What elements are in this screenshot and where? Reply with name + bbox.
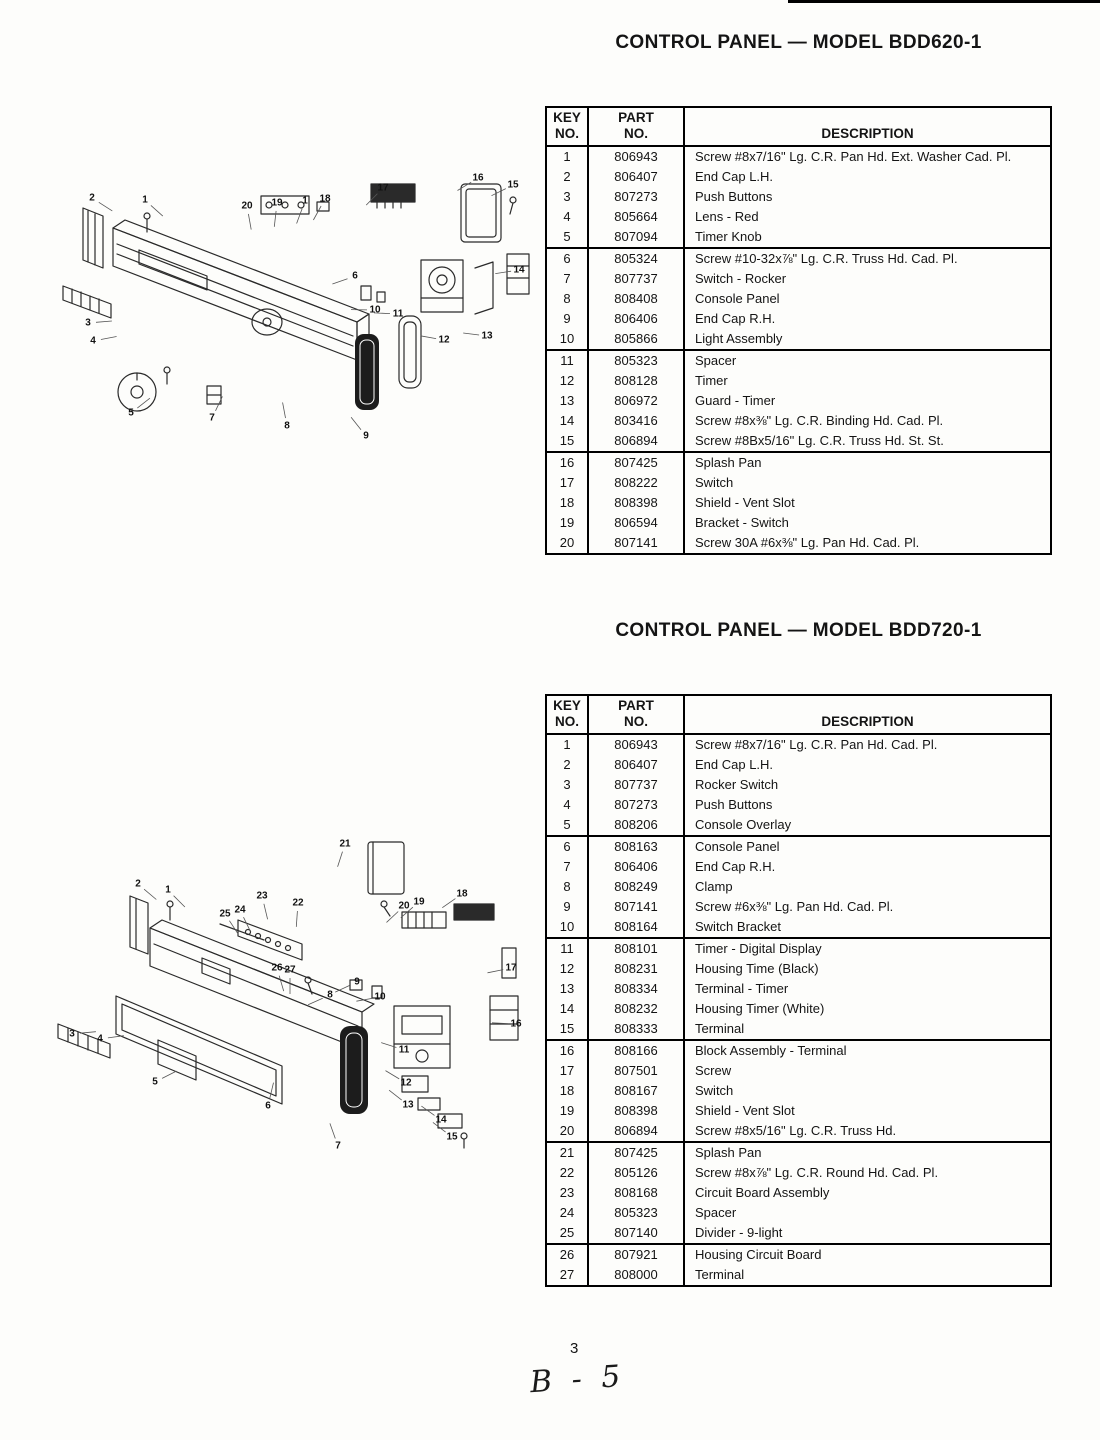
- table-cell-part: 806972: [588, 391, 684, 411]
- callout-leader-line: [96, 321, 112, 322]
- callout-leader-line: [492, 189, 506, 196]
- callout-number: 2: [135, 878, 141, 890]
- callout-number: 20: [398, 900, 410, 912]
- callout-leader-line: [248, 214, 251, 230]
- table-cell-part: 808222: [588, 473, 684, 493]
- table-cell-desc: Push Buttons: [684, 187, 1051, 207]
- callout-number: 15: [507, 179, 519, 191]
- table-row: [546, 1203, 1051, 1223]
- table-cell-part: 808249: [588, 877, 684, 897]
- table-cell-key: 3: [563, 777, 571, 793]
- table-row: [546, 473, 1051, 493]
- callout-leader-line: [279, 976, 284, 991]
- callout-number: 18: [456, 888, 468, 900]
- callout-number: 12: [400, 1077, 412, 1089]
- table-cell-key: 20: [559, 535, 575, 551]
- handwritten-mark: B - 5: [528, 1358, 627, 1401]
- callout-number: 20: [241, 200, 253, 212]
- callout-leader-line: [144, 889, 156, 899]
- table-cell-part: 808166: [588, 1040, 684, 1061]
- col-header-description: DESCRIPTION: [684, 695, 1051, 734]
- callout-number: 8: [327, 989, 333, 1001]
- callout-number: 13: [402, 1099, 414, 1111]
- table-cell-desc: End Cap L.H.: [684, 755, 1051, 775]
- table-cell-key: 17: [559, 475, 575, 491]
- table-row: [546, 755, 1051, 775]
- callout-leader-line: [264, 904, 268, 920]
- callout-number: 14: [513, 264, 525, 276]
- table-row: [546, 187, 1051, 207]
- table-cell-part: 808167: [588, 1081, 684, 1101]
- callout-number: 7: [335, 1140, 341, 1152]
- callout-number: 3: [69, 1028, 75, 1040]
- callout-leader-line: [80, 1032, 96, 1034]
- table-cell-part: 806407: [588, 167, 684, 187]
- table-cell-key: 9: [563, 311, 571, 327]
- callout-number: 9: [363, 430, 369, 442]
- callout-number: 1: [302, 195, 308, 207]
- callout-number: 15: [446, 1131, 458, 1143]
- callout-number: 24: [234, 904, 246, 916]
- table-cell-part: 806406: [588, 857, 684, 877]
- section-title-bdd620: CONTROL PANEL — MODEL BDD620-1: [615, 32, 982, 53]
- table-cell-key: 19: [559, 1103, 575, 1119]
- table-cell-key: 12: [559, 961, 575, 977]
- section-title-bdd720: CONTROL PANEL — MODEL BDD720-1: [615, 620, 982, 641]
- table-row: [546, 1121, 1051, 1142]
- table-cell-key: 6: [546, 836, 588, 857]
- table-row: [546, 227, 1051, 248]
- callout-number: 21: [339, 838, 351, 850]
- callout-number: 19: [271, 197, 283, 209]
- callout-leader-line: [308, 998, 323, 1005]
- parts-table-bdd620: [545, 106, 1052, 555]
- table-cell-desc: Spacer: [684, 1203, 1051, 1223]
- table-cell-part: 808168: [588, 1183, 684, 1203]
- table-cell-desc: Screw #8x⅜" Lg. C.R. Binding Hd. Cad. Pl.: [684, 411, 1051, 431]
- col-header-key: KEY NO.: [546, 107, 588, 146]
- table-cell-part: 808398: [588, 1101, 684, 1121]
- callout-number: 13: [481, 330, 493, 342]
- table-cell-key: 20: [559, 1123, 575, 1139]
- table-cell-desc: Console Panel: [684, 289, 1051, 309]
- table-row: [546, 309, 1051, 329]
- table-cell-desc: Lens - Red: [684, 207, 1051, 227]
- callout-number: 6: [352, 270, 358, 282]
- table-cell-desc: Block Assembly - Terminal: [684, 1040, 1051, 1061]
- table-row: [546, 836, 1051, 857]
- callout-leader-line: [488, 970, 504, 973]
- callout-number: 27: [284, 964, 296, 976]
- table-cell-key: 23: [559, 1185, 575, 1201]
- table-cell-key: 5: [563, 229, 571, 245]
- callout-leader-line: [137, 398, 150, 408]
- diagram-callouts-bdd720: [69, 839, 522, 1152]
- callout-number: 25: [219, 908, 231, 920]
- table-cell-part: 807737: [588, 269, 684, 289]
- table-cell-key: 5: [563, 817, 571, 833]
- table-cell-desc: Shield - Vent Slot: [684, 493, 1051, 513]
- table-cell-part: 808000: [588, 1265, 684, 1286]
- callout-number: 2: [89, 192, 95, 204]
- diagram-artwork-bdd720: [58, 842, 518, 1148]
- table-row: [546, 269, 1051, 289]
- callout-number: 11: [398, 1044, 410, 1056]
- table-row: [546, 411, 1051, 431]
- table-cell-desc: Housing Timer (White): [684, 999, 1051, 1019]
- callout-number: 3: [85, 317, 91, 329]
- table-cell-part: 807140: [588, 1223, 684, 1244]
- table-cell-key: 15: [559, 1021, 575, 1037]
- table-cell-desc: Screw #10-32x⅞" Lg. C.R. Truss Hd. Cad. Pl.: [684, 248, 1051, 269]
- table-cell-part: 807501: [588, 1061, 684, 1081]
- callout-number: 4: [90, 335, 96, 347]
- table-cell-key: 27: [559, 1267, 575, 1283]
- table-cell-desc: Switch: [684, 473, 1051, 493]
- table-row: [546, 1040, 1051, 1061]
- table-cell-part: 806943: [588, 146, 684, 167]
- table-cell-desc: Timer Knob: [684, 227, 1051, 248]
- page-edge-line: [788, 0, 1100, 3]
- exploded-diagram-bdd620: [55, 158, 555, 458]
- callout-number: 10: [369, 304, 381, 316]
- table-cell-desc: Timer: [684, 371, 1051, 391]
- table-cell-part: 807737: [588, 775, 684, 795]
- table-cell-desc: Bracket - Switch: [684, 513, 1051, 533]
- table-cell-part: 806407: [588, 755, 684, 775]
- table-cell-part: 807141: [588, 533, 684, 554]
- table-row: [546, 248, 1051, 269]
- table-cell-desc: Housing Circuit Board: [684, 1244, 1051, 1265]
- table-cell-key: 1: [563, 737, 571, 753]
- col-header-part: PART NO.: [588, 695, 684, 734]
- table-row: [546, 167, 1051, 187]
- diagram-callouts-bdd620: [85, 173, 525, 442]
- callout-leader-line: [420, 336, 436, 339]
- table-cell-key: 3: [563, 189, 571, 205]
- table-cell-part: 808231: [588, 959, 684, 979]
- table-cell-desc: Light Assembly: [684, 329, 1051, 350]
- table-cell-part: 808398: [588, 493, 684, 513]
- table-row: [546, 452, 1051, 473]
- table-cell-key: 22: [559, 1165, 575, 1181]
- table-cell-key: 9: [563, 899, 571, 915]
- table-cell-key: 16: [546, 452, 588, 473]
- callout-number: 5: [152, 1076, 158, 1088]
- table-row: [546, 815, 1051, 836]
- col-header-key: KEY NO.: [546, 695, 588, 734]
- table-row: [546, 1081, 1051, 1101]
- table-cell-part: 806943: [588, 734, 684, 755]
- callout-leader-line: [297, 209, 303, 224]
- callout-number: 26: [271, 962, 283, 974]
- table-row: [546, 857, 1051, 877]
- table-cell-key: 13: [559, 393, 575, 409]
- callout-leader-line: [270, 1083, 274, 1099]
- table-cell-desc: Screw #8Bx5/16" Lg. C.R. Truss Hd. St. St.: [684, 431, 1051, 452]
- table-cell-part: 807141: [588, 897, 684, 917]
- table-row: [546, 533, 1051, 554]
- callout-leader-line: [351, 417, 361, 430]
- table-cell-part: 805323: [588, 1203, 684, 1223]
- table-cell-part: 808408: [588, 289, 684, 309]
- table-cell-key: 25: [559, 1225, 575, 1241]
- table-cell-key: 6: [546, 248, 588, 269]
- table-cell-part: 805324: [588, 248, 684, 269]
- callout-leader-line: [338, 852, 343, 867]
- table-cell-key: 4: [563, 797, 571, 813]
- table-cell-key: 21: [546, 1142, 588, 1163]
- callout-number: 17: [505, 962, 517, 974]
- table-cell-part: 807273: [588, 795, 684, 815]
- table-cell-part: 808128: [588, 371, 684, 391]
- table-cell-key: 18: [559, 495, 575, 511]
- table-cell-desc: Screw #8x5/16" Lg. C.R. Truss Hd.: [684, 1121, 1051, 1142]
- table-cell-desc: Screw #6x⅜" Lg. Pan Hd. Cad. Pl.: [684, 897, 1051, 917]
- parts-table-body-bdd620: [546, 146, 1051, 554]
- table-cell-key: 16: [546, 1040, 588, 1061]
- table-cell-key: 1: [563, 149, 571, 165]
- table-cell-desc: End Cap L.H.: [684, 167, 1051, 187]
- table-cell-part: 805126: [588, 1163, 684, 1183]
- callout-leader-line: [386, 1071, 400, 1079]
- table-cell-part: 805323: [588, 350, 684, 371]
- callout-number: 4: [97, 1033, 103, 1045]
- table-cell-key: 7: [563, 271, 571, 287]
- table-cell-key: 13: [559, 981, 575, 997]
- callout-number: 23: [256, 890, 268, 902]
- table-cell-key: 15: [559, 433, 575, 449]
- table-cell-desc: Shield - Vent Slot: [684, 1101, 1051, 1121]
- table-cell-part: 807273: [588, 187, 684, 207]
- table-row: [546, 897, 1051, 917]
- table-cell-key: 14: [559, 1001, 575, 1017]
- parts-table-bdd720: [545, 694, 1052, 1287]
- table-cell-key: 11: [546, 350, 588, 371]
- table-header-row: [546, 695, 1051, 734]
- table-cell-part: 808101: [588, 938, 684, 959]
- parts-table-body-bdd720: [546, 734, 1051, 1286]
- callout-leader-line: [283, 402, 286, 418]
- table-cell-key: 8: [563, 291, 571, 307]
- callout-number: 1: [142, 194, 148, 206]
- col-header-part: PART NO.: [588, 107, 684, 146]
- table-cell-part: 808333: [588, 1019, 684, 1040]
- table-cell-desc: Splash Pan: [684, 452, 1051, 473]
- table-row: [546, 999, 1051, 1019]
- callout-leader-line: [495, 271, 511, 273]
- callout-number: 8: [284, 420, 290, 432]
- col-header-description: DESCRIPTION: [684, 107, 1051, 146]
- table-cell-key: 8: [563, 879, 571, 895]
- table-row: [546, 371, 1051, 391]
- table-cell-key: 4: [563, 209, 571, 225]
- table-cell-key: 10: [559, 331, 575, 347]
- callout-leader-line: [162, 1071, 176, 1078]
- table-row: [546, 959, 1051, 979]
- table-cell-key: 12: [559, 373, 575, 389]
- exploded-diagram-bdd720: [50, 828, 550, 1168]
- table-row: [546, 877, 1051, 897]
- diagram-artwork-bdd620: [63, 184, 529, 411]
- table-cell-key: 18: [559, 1083, 575, 1099]
- table-row: [546, 207, 1051, 227]
- callout-number: 11: [392, 308, 404, 320]
- table-cell-part: 807425: [588, 1142, 684, 1163]
- callout-leader-line: [421, 1106, 434, 1115]
- callout-number: 7: [209, 412, 215, 424]
- table-cell-key: 11: [546, 938, 588, 959]
- callout-number: 16: [472, 172, 484, 184]
- callout-leader-line: [463, 333, 479, 335]
- table-row: [546, 1142, 1051, 1163]
- table-row: [546, 329, 1051, 350]
- table-cell-part: 808232: [588, 999, 684, 1019]
- table-cell-part: 805664: [588, 207, 684, 227]
- table-cell-part: 808334: [588, 979, 684, 999]
- callout-number: 17: [377, 182, 389, 194]
- table-row: [546, 979, 1051, 999]
- table-row: [546, 1223, 1051, 1244]
- table-cell-part: 806594: [588, 513, 684, 533]
- table-row: [546, 795, 1051, 815]
- table-cell-desc: Switch Bracket: [684, 917, 1051, 938]
- table-cell-desc: Divider - 9-light: [684, 1223, 1051, 1244]
- table-cell-part: 808206: [588, 815, 684, 836]
- table-cell-key: 14: [559, 413, 575, 429]
- table-row: [546, 1163, 1051, 1183]
- callout-number: 14: [435, 1114, 447, 1126]
- callout-number: 9: [354, 976, 360, 988]
- table-cell-desc: Screw 30A #6x⅜" Lg. Pan Hd. Cad. Pl.: [684, 533, 1051, 554]
- table-cell-key: 7: [563, 859, 571, 875]
- table-cell-key: 24: [559, 1205, 575, 1221]
- table-row: [546, 917, 1051, 938]
- table-cell-desc: Terminal: [684, 1265, 1051, 1286]
- callout-leader-line: [296, 911, 297, 927]
- table-cell-key: 2: [563, 757, 571, 773]
- table-cell-desc: Console Overlay: [684, 815, 1051, 836]
- callout-leader-line: [330, 1123, 335, 1138]
- table-cell-part: 807425: [588, 452, 684, 473]
- table-cell-part: 806894: [588, 431, 684, 452]
- table-cell-part: 808164: [588, 917, 684, 938]
- table-cell-key: 17: [559, 1063, 575, 1079]
- table-cell-desc: Terminal: [684, 1019, 1051, 1040]
- callout-number: 6: [265, 1100, 271, 1112]
- table-row: [546, 493, 1051, 513]
- table-cell-key: 10: [559, 919, 575, 935]
- table-cell-desc: End Cap R.H.: [684, 309, 1051, 329]
- page-number: 3: [570, 1340, 579, 1357]
- callout-leader-line: [151, 205, 163, 216]
- callout-number: 16: [510, 1018, 522, 1030]
- callout-number: 19: [413, 896, 425, 908]
- table-cell-desc: Switch - Rocker: [684, 269, 1051, 289]
- table-row: [546, 146, 1051, 167]
- table-row: [546, 775, 1051, 795]
- table-cell-desc: End Cap R.H.: [684, 857, 1051, 877]
- table-cell-part: 803416: [588, 411, 684, 431]
- table-row: [546, 350, 1051, 371]
- callout-leader-line: [274, 211, 276, 227]
- table-cell-part: 807094: [588, 227, 684, 248]
- table-cell-part: 806406: [588, 309, 684, 329]
- table-cell-desc: Clamp: [684, 877, 1051, 897]
- table-row: [546, 1101, 1051, 1121]
- callout-number: 22: [292, 897, 304, 909]
- table-cell-desc: Spacer: [684, 350, 1051, 371]
- table-header-row: [546, 107, 1051, 146]
- table-row: [546, 289, 1051, 309]
- table-cell-part: 808163: [588, 836, 684, 857]
- table-row: [546, 1019, 1051, 1040]
- table-row: [546, 1265, 1051, 1286]
- callout-leader-line: [101, 337, 117, 340]
- table-cell-key: 2: [563, 169, 571, 185]
- callout-leader-line: [99, 202, 113, 211]
- table-row: [546, 1183, 1051, 1203]
- table-cell-part: 807921: [588, 1244, 684, 1265]
- table-cell-part: 806894: [588, 1121, 684, 1142]
- table-cell-desc: Terminal - Timer: [684, 979, 1051, 999]
- table-row: [546, 513, 1051, 533]
- callout-number: 10: [374, 991, 386, 1003]
- table-cell-desc: Circuit Board Assembly: [684, 1183, 1051, 1203]
- callout-leader-line: [332, 279, 347, 284]
- table-cell-desc: Screw: [684, 1061, 1051, 1081]
- table-cell-desc: Push Buttons: [684, 795, 1051, 815]
- table-cell-desc: Housing Time (Black): [684, 959, 1051, 979]
- table-cell-desc: Screw #8x7/16" Lg. C.R. Pan Hd. Cad. Pl.: [684, 734, 1051, 755]
- table-cell-desc: Screw #8x7/16" Lg. C.R. Pan Hd. Ext. Washer Cad. Pl.: [684, 146, 1051, 167]
- callout-number: 18: [319, 193, 331, 205]
- callout-number: 12: [438, 334, 450, 346]
- callout-number: 5: [128, 407, 134, 419]
- table-row: [546, 431, 1051, 452]
- table-cell-desc: Console Panel: [684, 836, 1051, 857]
- table-row: [546, 734, 1051, 755]
- table-cell-key: 19: [559, 515, 575, 531]
- table-cell-part: 805866: [588, 329, 684, 350]
- table-cell-desc: Rocker Switch: [684, 775, 1051, 795]
- table-cell-key: 26: [546, 1244, 588, 1265]
- table-cell-desc: Splash Pan: [684, 1142, 1051, 1163]
- table-cell-desc: Guard - Timer: [684, 391, 1051, 411]
- table-row: [546, 1244, 1051, 1265]
- table-cell-desc: Screw #8x⅞" Lg. C.R. Round Hd. Cad. Pl.: [684, 1163, 1051, 1183]
- table-row: [546, 938, 1051, 959]
- callout-number: 1: [165, 884, 171, 896]
- table-row: [546, 391, 1051, 411]
- callout-leader-line: [389, 1090, 402, 1100]
- table-cell-desc: Switch: [684, 1081, 1051, 1101]
- callout-leader-line: [174, 896, 185, 907]
- table-row: [546, 1061, 1051, 1081]
- table-cell-desc: Timer - Digital Display: [684, 938, 1051, 959]
